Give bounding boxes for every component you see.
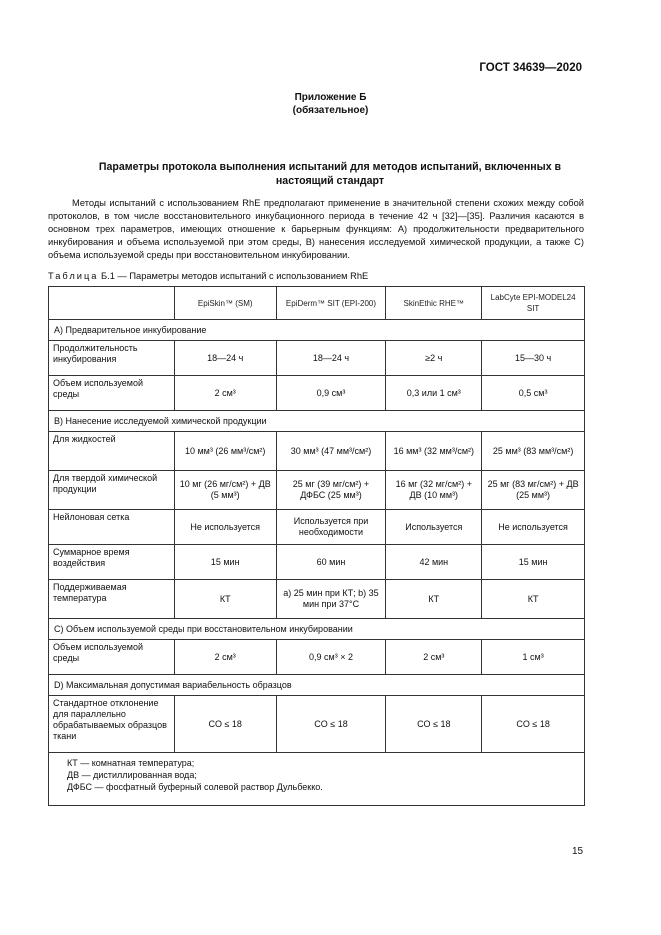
row-label: Для твердой химической продукции <box>49 471 175 510</box>
cell: 1 см³ <box>482 640 585 675</box>
header-epiderm: EpiDerm™ SIT (EPI-200) <box>276 287 386 320</box>
cell: CO ≤ 18 <box>482 696 585 753</box>
cell: 18—24 ч <box>276 341 386 376</box>
cell: 2 см³ <box>174 376 276 411</box>
header-empty-cell <box>49 287 175 320</box>
cell: 60 мин <box>276 545 386 580</box>
cell: 25 мг (83 мг/см²) + ДВ (25 мм³) <box>482 471 585 510</box>
section-d-row <box>49 675 585 696</box>
cell: 15 мин <box>174 545 276 580</box>
section-d-label: D) Максимальная допустимая вариабельность образцов <box>49 675 585 696</box>
section-title: Параметры протокола выполнения испытаний для методов испытаний, включенных в настоящий стандарт <box>98 161 562 187</box>
header-skinethic: SkinEthic RHE™ <box>386 287 482 320</box>
row-label: Поддерживаемая температура <box>49 580 175 619</box>
section-a-row <box>49 320 585 341</box>
row-label: Объем используемой среды <box>49 640 175 675</box>
appendix-title: Приложение Б <box>294 92 367 103</box>
cell: 30 мм³ (47 мм³/см²) <box>276 432 386 471</box>
section-b-label: В) Нанесение исследуемой химической продукции <box>49 411 585 432</box>
cell: CO ≤ 18 <box>174 696 276 753</box>
cell: 42 мин <box>386 545 482 580</box>
cell: Не используется <box>482 510 585 545</box>
row-label: Стандартное отклонение для параллельно обрабатываемых образцов ткани <box>49 696 175 753</box>
row-label: Нейлоновая сетка <box>49 510 175 545</box>
table-caption-label: Таблица <box>48 271 99 281</box>
section-c-row <box>49 619 585 640</box>
table-row <box>49 580 585 619</box>
cell: ≥2 ч <box>386 341 482 376</box>
header-labcyte: LabCyte EPI-MODEL24 SIT <box>482 287 585 320</box>
parameters-table <box>48 286 585 806</box>
cell: КТ <box>386 580 482 619</box>
page-number: 15 <box>572 846 584 857</box>
section-a-label: А) Предварительное инкубирование <box>49 320 585 341</box>
cell: 0,9 см³ × 2 <box>276 640 386 675</box>
cell: 10 мм³ (26 мм³/см²) <box>174 432 276 471</box>
cell: CO ≤ 18 <box>276 696 386 753</box>
cell: Используется при необходимости <box>276 510 386 545</box>
cell: 25 мг (39 мг/см²) + ДФБС (25 мм³) <box>276 471 386 510</box>
cell: 10 мг (26 мг/см²) + ДВ (5 мм³) <box>174 471 276 510</box>
cell: 2 см³ <box>386 640 482 675</box>
table-row <box>49 510 585 545</box>
cell: 16 мм³ (32 мм³/см²) <box>386 432 482 471</box>
cell: Используется <box>386 510 482 545</box>
cell: 0,3 или 1 см³ <box>386 376 482 411</box>
cell: 18—24 ч <box>174 341 276 376</box>
cell: КТ <box>174 580 276 619</box>
standard-number: ГОСТ 34639—2020 <box>479 62 582 74</box>
notes-cell <box>49 753 585 806</box>
table-header-row <box>49 287 585 320</box>
table-row <box>49 545 585 580</box>
cell: КТ <box>482 580 585 619</box>
note-line: КТ — комнатная температура; <box>67 758 195 768</box>
table-caption-text: Б.1 — Параметры методов испытаний с использованием RhE <box>101 271 369 281</box>
table-caption <box>48 271 368 281</box>
note-line: ДФБС — фосфатный буферный солевой раствор Дульбекко. <box>67 782 323 792</box>
row-label: Объем используемой среды <box>49 376 175 411</box>
table-row <box>49 432 585 471</box>
cell: 16 мг (32 мг/см²) + ДВ (10 мм³) <box>386 471 482 510</box>
row-label: Продолжительность инкубирования <box>49 341 175 376</box>
section-b-row <box>49 411 585 432</box>
table-row <box>49 376 585 411</box>
cell: 0,5 см³ <box>482 376 585 411</box>
row-label: Суммарное время воздействия <box>49 545 175 580</box>
header-episkin: EpiSkin™ (SM) <box>174 287 276 320</box>
appendix-heading <box>0 91 661 117</box>
appendix-subtitle: (обязательное) <box>292 105 369 116</box>
table-row <box>49 640 585 675</box>
cell: 2 см³ <box>174 640 276 675</box>
cell: Не используется <box>174 510 276 545</box>
cell: CO ≤ 18 <box>386 696 482 753</box>
cell: а) 25 мин при КТ; b) 35 мин при 37°С <box>276 580 386 619</box>
cell: 15—30 ч <box>482 341 585 376</box>
table-row <box>49 471 585 510</box>
cell: 0,9 см³ <box>276 376 386 411</box>
cell: 15 мин <box>482 545 585 580</box>
row-label: Для жидкостей <box>49 432 175 471</box>
notes-row <box>49 753 585 806</box>
section-c-label: С) Объем используемой среды при восстановительном инкубировании <box>49 619 585 640</box>
table-row <box>49 341 585 376</box>
table-row <box>49 696 585 753</box>
note-line: ДВ — дистиллированная вода; <box>67 770 197 780</box>
intro-paragraph: Методы испытаний с использованием RhE предполагают применение в значительной степени схожих между собой протоколов, в том числе восстановительного инкубационного периода в течение 42 ч [32]—[35]. Различия касаются в основном трех параметров, имеющих отношение к барьерным функциям: А) продолжительности предварительного инкубирования и объема используемой при этом среды, В) нанесения исследуемой химической продукции, а также С) объема используемой среды при восстановительном инкубировании. <box>48 198 584 260</box>
cell: 25 мм³ (83 мм³/см²) <box>482 432 585 471</box>
